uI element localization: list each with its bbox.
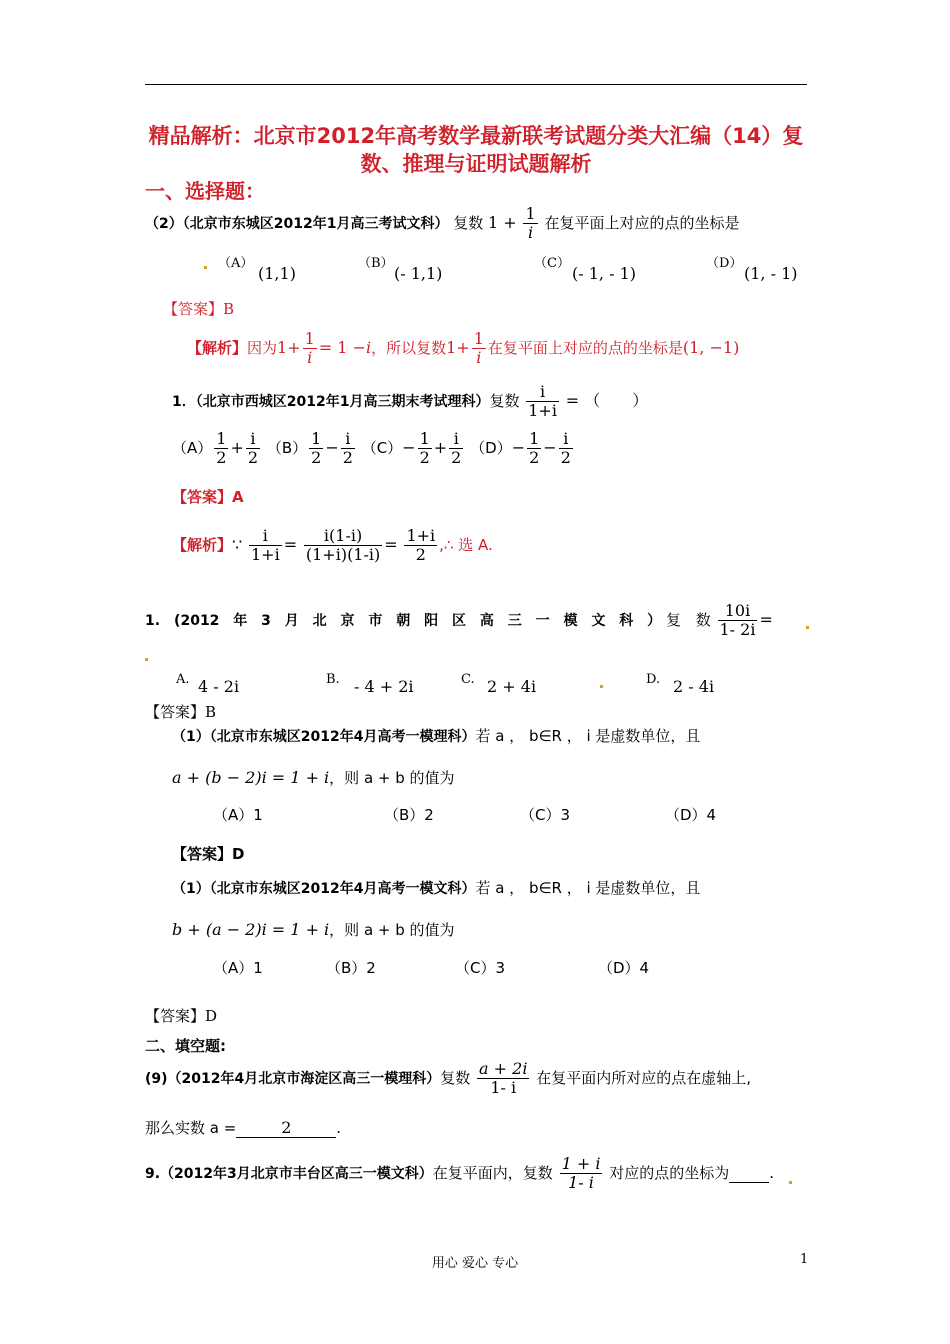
q4-opt-d: （D）4: [665, 806, 717, 824]
section-heading-choice: 一、选择题：: [145, 179, 265, 203]
question-6: (9)（2012年4月北京市海淀区高三一模理科）复数 $\frac{a + 2i}{1- i}$ 在复平面内所对应的点在虚轴上,: [145, 1059, 752, 1098]
option-value: (- 1,1): [394, 264, 443, 283]
q5-opt-a: （A）1: [213, 959, 263, 977]
artifact-dot: [145, 658, 148, 661]
q5-opt-d: （D）4: [598, 959, 650, 977]
q3-answer: 【答案】B: [145, 703, 217, 721]
page-number: 1: [800, 1252, 809, 1267]
artifact-dot: [789, 1181, 792, 1184]
option-label: （A）: [218, 256, 254, 271]
fraction: $\frac{1}{i}$: [525, 204, 536, 243]
q4-answer: 【答案】D: [172, 845, 245, 863]
question-5-line2: b + (a − 2)i = 1 + i，则 a + b 的值为: [172, 920, 455, 939]
header-rule: [145, 84, 807, 85]
q5-opt-b: （B）2: [326, 959, 376, 977]
artifact-dot: [600, 685, 603, 688]
option-label: （D）: [706, 256, 743, 271]
q4-opt-c: （C）3: [520, 806, 571, 824]
q1-answer: 【答案】B: [163, 300, 235, 318]
option-value: (- 1, - 1): [572, 264, 636, 283]
question-2: 1．（北京市西城区2012年1月高三期末考试理科）复数 $\frac{i}{1+i}$ = （ ）: [172, 382, 649, 421]
question-3: 1. (2012 年 3 月 北 京 市 朝 阳 区 高 三 一 模 文 科 ） 复 数 $\frac{10i}{1- 2i}$ =: [145, 601, 773, 640]
option-value: (1, - 1): [744, 264, 798, 283]
footer: 用心 爱心 专心: [431, 1256, 519, 1271]
artifact-dot: [204, 266, 207, 269]
question-4-line2: a + (b − 2)i = 1 + i，则 a + b 的值为: [172, 768, 455, 787]
option-value: (1,1): [258, 264, 296, 283]
option-label: （B）: [358, 256, 394, 271]
question-5: （1）（北京市东城区2012年4月高考一模文科）若 a ， b∈R ， i 是虚数单位，且: [172, 879, 701, 897]
answer-blank[interactable]: [729, 1164, 769, 1183]
artifact-dot: [806, 626, 809, 629]
question-6-line2: 那么实数 a = 2 .: [145, 1118, 342, 1137]
q5-answer: 【答案】D: [145, 1007, 218, 1025]
answer-blank: 2: [236, 1118, 336, 1138]
section-heading-fill: 二、填空题:: [145, 1037, 226, 1055]
question-1: （2）（北京市东城区2012年1月高三考试文科） 复数 1 + $\frac{1}{i}$ 在复平面上对应的点的坐标是: [145, 204, 740, 243]
q4-opt-b: （B）2: [384, 806, 434, 824]
q2-options: （A） $\frac{1}{2}$ + $\frac{i}{2}$ （B） $\frac{1}{2}$ − $\frac{i}{2}$ （C）− $\frac{1}{2}$ + $\frac{i}{2}$ （D）− $\frac{1}{2}$ − $\frac{i}{2}$: [172, 429, 571, 468]
q4-opt-a: （A）1: [213, 806, 263, 824]
question-4: （1）（北京市东城区2012年4月高考一模理科）若 a ， b∈R ， i 是虚数单位，且: [172, 727, 701, 745]
q2-analysis: 【解析】∵ $\frac{i}{1+i}$ = $\frac{i(1-i)}{(1+i)(1-i)}$ = $\frac{1+i}{2}$ ,∴ 选 A.: [172, 526, 493, 565]
page-title: 精品解析：北京市2012年高考数学最新联考试题分类大汇编（14）复数、推理与证明试题解析: [148, 124, 804, 176]
q1-analysis: 【解析】因为1+ $\frac{1}{i}$ = 1 −i，所以复数1+ $\frac{1}{i}$ 在复平面上对应的点的坐标是(1, −1): [187, 329, 740, 368]
question-7: 9.（2012年3月北京市丰台区高三一模文科）在复平面内，复数 $\frac{1 + i}{1- i}$ 对应的点的坐标为 .: [145, 1154, 775, 1193]
q5-opt-c: （C）3: [455, 959, 506, 977]
q2-answer: 【答案】A: [172, 488, 244, 506]
option-label: （C）: [534, 256, 570, 271]
